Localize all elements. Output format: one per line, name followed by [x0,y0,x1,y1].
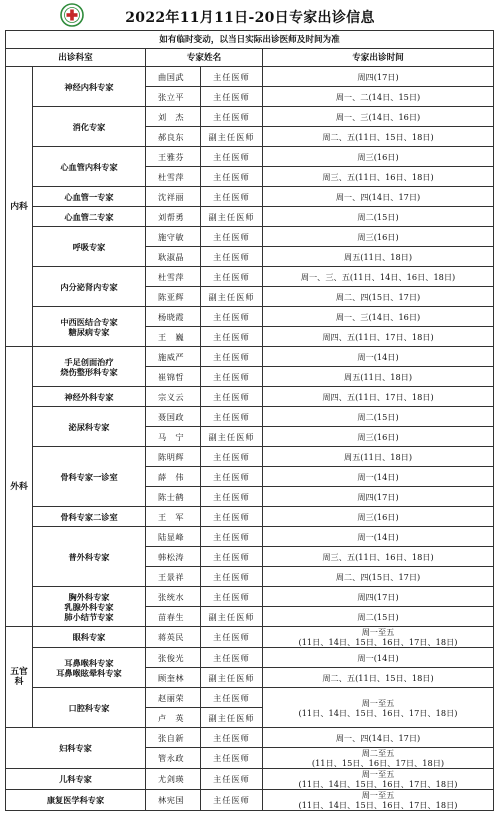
doctor-title: 主任医师 [201,748,263,769]
doctor-title: 主任医师 [201,790,263,811]
doctor-name: 杨晓霞 [146,307,201,327]
header-doctor: 专家姓名 [146,49,263,67]
clinic-time: 周一、三(14日、16日) [263,107,494,127]
doctor-name: 郝良东 [146,127,201,147]
dept-cell [33,307,146,347]
header-time: 专家出诊时间 [263,49,494,67]
doctor-name: 耿淑晶 [146,247,201,267]
table-row [6,387,494,407]
dept-cell: 骨科专家二诊室 [33,507,146,527]
clinic-time: 周三、五(11日、16日、18日) [263,547,494,567]
dept-cell: 心血管内科专家 [33,147,146,187]
clinic-time: 周一、四(14日、17日) [263,187,494,207]
doctor-name: 王 巍 [146,327,201,347]
doctor-title: 副主任医师 [201,607,263,627]
dept-cell: 神经外科专家 [33,387,146,407]
time-line: 周一至五 [361,769,395,779]
doctor-title: 主任医师 [201,327,263,347]
doctor-title: 主任医师 [201,467,263,487]
header-dept: 出诊科室 [6,49,146,67]
schedule-table [5,30,494,811]
doctor-name: 赵丽荣 [146,688,201,708]
doctor-name: 陈士鹤 [146,487,201,507]
doctor-name: 张统水 [146,587,201,607]
dept-line: 肺小结节专家 [64,611,114,622]
time-line: 周一至五 [361,627,395,637]
clinic-time: 周三、五(11日、16日、18日) [263,167,494,187]
doctor-name: 卢 英 [146,708,201,728]
clinic-time: 周一、二(14日、15日) [263,87,494,107]
doctor-name: 薛 伟 [146,467,201,487]
doctor-name: 王景祥 [146,567,201,587]
doctor-title: 主任医师 [201,769,263,790]
table-row [6,67,494,87]
time-line: 周一至五 [361,790,395,800]
doctor-name: 马 宁 [146,427,201,447]
table-row [6,207,494,227]
doctor-title: 主任医师 [201,648,263,668]
dept-cell: 眼科专家 [33,627,146,648]
dept-line: 中西医结合专家 [60,316,118,327]
doctor-title: 主任医师 [201,527,263,547]
doctor-name: 韩松涛 [146,547,201,567]
time-line: (11日、14日、15日、16日、17日、18日) [298,707,458,718]
clinic-time: 周三(16日) [263,507,494,527]
column-header-row [6,49,494,67]
doctor-title: 主任医师 [201,387,263,407]
doctor-title: 主任医师 [201,167,263,187]
clinic-time: 周一(14日) [263,347,494,367]
clinic-time: 周二、四(15日、17日) [263,567,494,587]
table-row [6,587,494,607]
table-row [6,347,494,367]
time-line: 周一至五 [361,697,395,708]
notice-row [6,31,494,49]
doctor-name: 苗春生 [146,607,201,627]
clinic-time: 周二、四(15日、17日) [263,287,494,307]
clinic-time: 周二、五(11日、15日、18日) [263,127,494,147]
clinic-time: 周一、三(14日、16日) [263,307,494,327]
dept-cell: 妇科专家 [6,728,146,769]
clinic-time: 周四、五(11日、17日、18日) [263,387,494,407]
doctor-name: 刘 杰 [146,107,201,127]
clinic-time: 周二(15日) [263,407,494,427]
doctor-title: 主任医师 [201,107,263,127]
doctor-name: 施守敏 [146,227,201,247]
doctor-name: 陆显峰 [146,527,201,547]
category-cell: 五官科 [6,627,33,728]
clinic-time: 周三(16日) [263,227,494,247]
doctor-title: 主任医师 [201,247,263,267]
dept-cell: 心血管一专家 [33,187,146,207]
doctor-title: 主任医师 [201,307,263,327]
clinic-time: 周四(17日) [263,587,494,607]
dept-line: 耳鼻喉科专家 [64,657,114,668]
table-row [6,790,494,811]
doctor-title: 副主任医师 [201,427,263,447]
clinic-time [263,790,494,811]
clinic-time [263,627,494,648]
table-row [6,407,494,427]
clinic-time: 周五(11日、18日) [263,367,494,387]
doctor-title: 主任医师 [201,87,263,107]
doctor-title: 副主任医师 [201,668,263,688]
page-title: 2022年11月11日-20日专家出诊信息 [125,10,375,26]
table-row [6,107,494,127]
doctor-title: 主任医师 [201,627,263,648]
doctor-title: 主任医师 [201,267,263,287]
doctor-name: 管永政 [146,748,201,769]
notice-text: 如有临时变动，以当日实际出诊医师及时间为准 [6,31,494,49]
table-row [6,507,494,527]
table-row [6,627,494,648]
doctor-title: 副主任医师 [201,127,263,147]
dept-cell [33,648,146,688]
time-line: (11日、14日、15日、16日、17日、18日) [298,637,458,647]
dept-line: 糖尿病专家 [68,326,110,337]
clinic-time [263,748,494,769]
table-row [6,307,494,327]
clinic-time: 周一(14日) [263,648,494,668]
dept-cell: 心血管二专家 [33,207,146,227]
table-row [6,147,494,167]
dept-cell: 儿科专家 [6,769,146,790]
dept-cell: 消化专家 [33,107,146,147]
doctor-name: 张立平 [146,87,201,107]
clinic-time: 周三(16日) [263,147,494,167]
doctor-name: 沈祥丽 [146,187,201,207]
dept-cell: 康复医学科专家 [6,790,146,811]
clinic-time [263,688,494,728]
doctor-title: 主任医师 [201,347,263,367]
doctor-title: 主任医师 [201,407,263,427]
clinic-time: 周二(15日) [263,207,494,227]
doctor-name: 陈亚辉 [146,287,201,307]
doctor-name: 杜雪萍 [146,167,201,187]
clinic-time: 周二(15日) [263,607,494,627]
doctor-title: 主任医师 [201,487,263,507]
category-cell: 内科 [6,67,33,347]
doctor-title: 主任医师 [201,447,263,467]
dept-cell: 口腔科专家 [33,688,146,728]
doctor-title: 主任医师 [201,227,263,247]
doctor-name: 曲国武 [146,67,201,87]
clinic-time: 周五(11日、18日) [263,447,494,467]
time-line: (11日、14日、15日、16日、17日、18日) [298,779,458,789]
time-line: (11日、14日、15日、16日、17日、18日) [298,800,458,810]
dept-cell: 内分泌肾内专家 [33,267,146,307]
clinic-time: 周二、五(11日、15日、18日) [263,668,494,688]
dept-cell [33,347,146,387]
clinic-time: 周三(16日) [263,427,494,447]
doctor-title: 主任医师 [201,507,263,527]
dept-line: 手足创面治疗 [64,356,114,367]
dept-line: 烧伤整形科专家 [60,366,118,377]
doctor-name: 蒋英民 [146,627,201,648]
dept-cell: 普外科专家 [33,527,146,587]
doctor-title: 主任医师 [201,587,263,607]
doctor-name: 林宪国 [146,790,201,811]
dept-cell: 泌尿科专家 [33,407,146,447]
doctor-name: 王雅芬 [146,147,201,167]
doctor-title: 副主任医师 [201,207,263,227]
clinic-time: 周一、三、五(11日、14日、16日、18日) [263,267,494,287]
dept-cell: 神经内科专家 [33,67,146,107]
clinic-time: 周四、五(11日、17日、18日) [263,327,494,347]
doctor-name: 杜雪萍 [146,267,201,287]
doctor-name: 顾奎林 [146,668,201,688]
time-line: (11日、15日、16日、17日、18日) [311,758,445,768]
dept-line: 乳腺外科专家 [64,601,114,612]
clinic-time: 周四(17日) [263,487,494,507]
doctor-title: 主任医师 [201,147,263,167]
doctor-name: 陈明辉 [146,447,201,467]
doctor-title: 主任医师 [201,547,263,567]
table-row [6,267,494,287]
table-row [6,447,494,467]
doctor-title: 主任医师 [201,688,263,708]
time-line: 周二至五 [361,748,395,758]
doctor-title: 副主任医师 [201,287,263,307]
dept-cell: 呼吸专家 [33,227,146,267]
doctor-name: 宗义云 [146,387,201,407]
dept-cell: 骨科专家一诊室 [33,447,146,507]
category-cell: 外科 [6,347,33,627]
dept-cell [33,587,146,627]
table-row [6,527,494,547]
doctor-name: 崔锦哲 [146,367,201,387]
clinic-time: 周四(17日) [263,67,494,87]
dept-line: 耳鼻喉眩晕科专家 [56,667,122,678]
doctor-name: 张俊光 [146,648,201,668]
table-row [6,688,494,708]
clinic-time: 周五(11日、18日) [263,247,494,267]
dept-line: 胸外科专家 [68,591,110,602]
header [0,0,500,30]
clinic-time: 周一、四(14日、17日) [263,728,494,748]
doctor-name: 王 军 [146,507,201,527]
doctor-name: 张自新 [146,728,201,748]
clinic-time: 周一(14日) [263,527,494,547]
doctor-title: 主任医师 [201,187,263,207]
clinic-time [263,769,494,790]
doctor-title: 主任医师 [201,728,263,748]
doctor-name: 尤剑瑛 [146,769,201,790]
doctor-title: 主任医师 [201,567,263,587]
doctor-title: 主任医师 [201,367,263,387]
doctor-name: 刘帮勇 [146,207,201,227]
doctor-title: 副主任医师 [201,708,263,728]
doctor-title: 主任医师 [201,67,263,87]
doctor-name: 聂国政 [146,407,201,427]
table-row [6,227,494,247]
table-row [6,187,494,207]
table-row [6,648,494,668]
table-row [6,728,494,748]
clinic-time: 周一(14日) [263,467,494,487]
doctor-name: 施威严 [146,347,201,367]
table-row [6,769,494,790]
